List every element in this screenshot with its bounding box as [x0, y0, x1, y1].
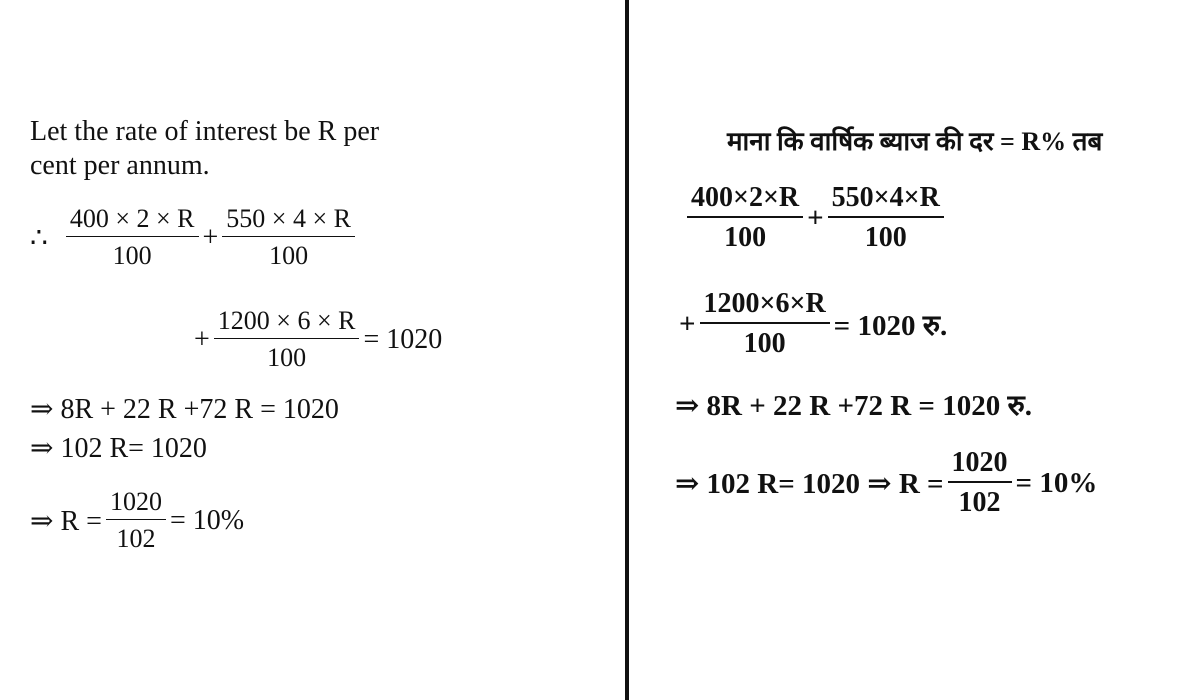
- column-divider: [625, 0, 629, 700]
- hindi-solution-panel: [632, 0, 1200, 700]
- fraction-result-denominator: 102: [116, 524, 156, 553]
- step-1: ⇒ 8R + 22 R +72 R = 1020: [30, 394, 339, 425]
- fraction-2-denominator: 100: [269, 241, 309, 270]
- hindi-intro: माना कि वार्षिक ब्याज की दर = R% तब: [727, 127, 1103, 156]
- therefore-symbol: ∴: [30, 222, 48, 254]
- hindi-step-2-result: = 10%: [1015, 466, 1098, 499]
- plus-sign-2: +: [194, 323, 210, 355]
- equals-1020: = 1020: [363, 323, 443, 355]
- hindi-step-1: ⇒ 8R + 22 R +72 R = 1020 रु.: [675, 390, 1033, 422]
- hindi-equation-line-2: [675, 288, 951, 360]
- step-3-result: = 10%: [169, 504, 245, 536]
- fraction-1: [66, 204, 199, 271]
- fraction-result-numerator: 1020: [106, 487, 166, 520]
- step-3: [30, 487, 248, 554]
- equation-line-2: [190, 306, 446, 373]
- hindi-fraction-result-denominator: 102: [958, 487, 1001, 518]
- hindi-fraction-2-denominator: 100: [864, 222, 907, 253]
- fraction-3-numerator: 1200 × 6 × R: [214, 306, 360, 339]
- hindi-fraction-1: [687, 182, 803, 254]
- equation-line-1: [30, 204, 355, 271]
- hindi-equation-line-1: [687, 182, 944, 254]
- hindi-fraction-3-denominator: 100: [743, 328, 786, 359]
- hindi-plus-sign-2: +: [679, 307, 696, 340]
- hindi-fraction-result-numerator: 1020: [948, 447, 1012, 483]
- intro-line-2: cent per annum.: [30, 150, 210, 181]
- hindi-plus-sign: +: [807, 201, 824, 234]
- hindi-step-2-prefix: ⇒ 102 R= 1020 ⇒ R =: [675, 467, 944, 500]
- fraction-1-numerator: 400 × 2 × R: [66, 204, 199, 237]
- hindi-fraction-result: [948, 447, 1012, 519]
- fraction-1-denominator: 100: [112, 241, 152, 270]
- intro-line-1: Let the rate of interest be R per: [30, 116, 380, 147]
- fraction-2-numerator: 550 × 4 × R: [222, 204, 355, 237]
- hindi-fraction-1-denominator: 100: [724, 222, 767, 253]
- hindi-fraction-1-numerator: 400×2×R: [687, 182, 803, 218]
- plus-sign: +: [202, 221, 219, 253]
- fraction-3-denominator: 100: [267, 343, 307, 372]
- step-3-prefix: ⇒ R =: [30, 505, 102, 537]
- hindi-step-2: [675, 447, 1101, 519]
- fraction-result: [106, 487, 166, 554]
- hindi-fraction-3: [700, 288, 830, 360]
- hindi-equals-1020: = 1020 रु.: [833, 309, 948, 342]
- hindi-fraction-3-numerator: 1200×6×R: [700, 288, 830, 324]
- hindi-fraction-2-numerator: 550×4×R: [828, 182, 944, 218]
- fraction-3: [214, 306, 360, 373]
- fraction-2: [222, 204, 355, 271]
- hindi-fraction-2: [828, 182, 944, 254]
- step-2: ⇒ 102 R= 1020: [30, 433, 207, 464]
